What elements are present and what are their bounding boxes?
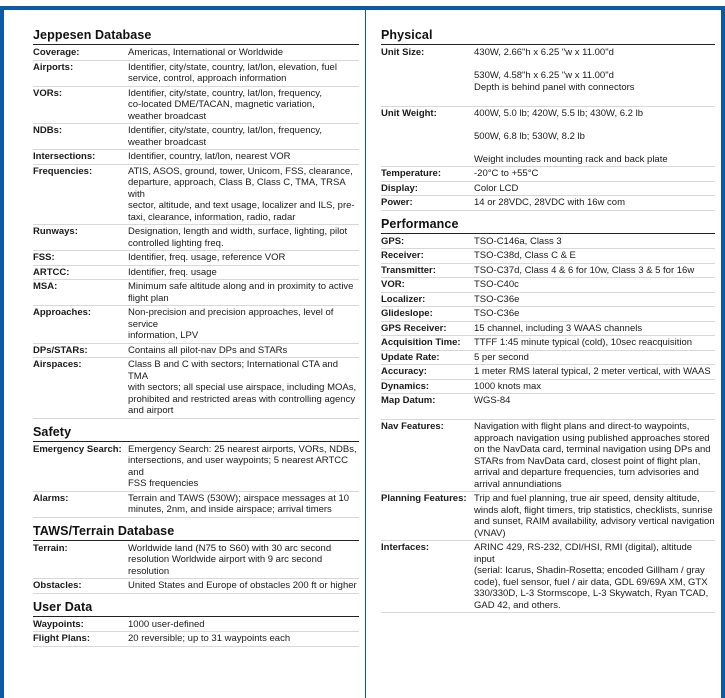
spec-value: 1000 user-defined [128,618,205,630]
left-border [0,6,4,698]
spec-row-frequencies [33,165,359,226]
spec-label: Interfaces: [381,542,430,553]
spec-label: Receiver: [381,250,424,261]
spec-row-msa [33,280,359,306]
spec-value: ATIS, ASOS, ground, tower, Unicom, FSS, clearance, departure, approach, Class B, Class C, TMA, TRSA with sector, altitude, and text usage, localizer and ILS, pre- taxi, clearance, information, radio, radar [128,165,355,223]
spec-label: Intersections: [33,151,96,162]
spec-row-airports [33,61,359,87]
spec-value: Color LCD [474,182,519,194]
spec-row-acquisition-time [381,336,715,351]
spec-value: Non-precision and precision approaches, level of service information, LPV [128,307,334,341]
section-title: Performance [381,217,715,234]
spec-label: Emergency Search: [33,443,122,455]
spec-label: Alarms: [33,492,69,504]
spec-value: TSO-C36e [474,293,520,305]
spec-row-alarms [33,492,359,518]
spec-row-planning-features [381,492,715,541]
spec-row-unit-weight [381,107,715,168]
spec-row-glideslope [381,307,715,322]
spec-label: Flight Plans: [33,633,90,644]
spec-row-dynamics [381,380,715,395]
column-divider [365,10,366,698]
spec-row-interfaces [381,541,715,613]
spec-value: 400W, 5.0 lb; 420W, 5.5 lb; 430W, 6.2 lb 500W, 6.8 lb; 530W, 8.2 lb Weight includes mounting rack and back plate [474,107,668,165]
spec-value: Minimum safe altitude along and in proximity to active flight plan [128,281,354,304]
spec-label: Nav Features: [381,421,444,432]
spec-value: TSO-C146a, Class 3 [474,235,562,247]
spec-label: GPS: [381,235,405,247]
spec-row-vors [33,87,359,125]
spec-row-waypoints [33,618,359,633]
spec-label: GPS Receiver: [381,322,447,334]
spec-value: ARINC 429, RS-232, CDI/HSI, RMI (digital), altitude input (serial: Icarus, Shadin-Rosetta; encoded Gillham / gray code), fuel sensor, fuel / air data, GDL 69/69A XM, GTX 330/330D, L-3 Stormscope, L-3 Skywatch, Ryan TCAD, GAD 42, and others. [474,542,709,611]
section-title: User Data [33,600,359,617]
section-user-data [33,600,359,653]
spec-label: Runways: [33,226,78,237]
spec-row-ndbs [33,124,359,150]
spec-value: TSO-C38d, Class C & E [474,250,576,261]
spec-value: 20 reversible; up to 31 waypoints each [128,633,291,644]
spec-row-artcc [33,266,359,281]
spec-row-gps-receiver [381,322,715,337]
spec-label: ARTCC: [33,266,70,278]
spec-label: Obstacles: [33,580,82,591]
spec-value: WGS-84 [474,395,511,406]
section-physical [381,28,715,217]
spec-row-flight-plans [33,632,359,647]
right-column [381,28,715,619]
spec-label: Approaches: [33,307,92,318]
spec-value: Class B and C with sectors; International CTA and TMA with sectors; all special use airspace, including MOAs, prohibited and restricted areas with controlling agency and airport [128,359,357,416]
spec-row-accuracy [381,365,715,380]
spec-label: Temperature: [381,168,442,179]
spec-value: Worldwide land (N75 to S60) with 30 arc second resolution Worldwide airport with 9 arc second resolution [128,542,332,577]
spec-row-map-datum [381,394,715,420]
spec-value: TTFF 1:45 minute typical (cold), 10sec reacquisition [474,337,693,348]
spec-label: Airports: [33,61,74,73]
spec-row-receiver [381,249,715,264]
spec-row-intersections [33,150,359,165]
spec-row-coverage [33,46,359,61]
spec-label: MSA: [33,281,58,292]
spec-label: Glideslope: [381,308,433,319]
spec-value: Contains all pilot-nav DPs and STARs [128,344,288,356]
spec-row-localizer [381,293,715,308]
spec-value: 430W, 2.66"h x 6.25 "w x 11.00"d 530W, 4.58"h x 6.25 "w x 11.00"d Depth is behind panel with connectors [474,47,635,93]
spec-label: Airspaces: [33,359,82,370]
spec-label: Dynamics: [381,380,430,392]
spec-label: Accuracy: [381,366,427,377]
spec-row-emergency-search [33,443,359,492]
spec-label: Waypoints: [33,618,84,630]
spec-label: Planning Features: [381,493,467,504]
spec-value: Designation, length and width, surface, lighting, pilot controlled lighting freq. [128,226,348,249]
section-safety [33,425,359,524]
spec-label: DPs/STARs: [33,344,88,356]
section-title: TAWS/Terrain Database [33,524,359,541]
spec-row-vor [381,278,715,293]
spec-value: Americas, International or Worldwide [128,47,284,58]
spec-row-temperature [381,167,715,182]
spec-label: Frequencies: [33,165,93,177]
spec-label: Localizer: [381,293,426,305]
spec-value: Emergency Search: 25 nearest airports, VORs, NDBs, intersections, and user waypoints; 5 nearest ARTCC and FSS frequencies [128,443,357,489]
spec-value: 1000 knots max [474,380,542,392]
spec-label: Map Datum: [381,395,436,406]
spec-value: Identifier, country, lat/lon, nearest VOR [128,151,291,162]
spec-label: VOR: [381,279,405,290]
spec-label: Transmitter: [381,264,436,276]
spec-value: Identifier, city/state, country, lat/lon, frequency, weather broadcast [128,125,322,148]
spec-row-terrain [33,542,359,580]
spec-value: -20°C to +55°C [474,168,539,179]
spec-value: Terrain and TAWS (530W); airspace messages at 10 minutes, 2nm, and inside airspace; arrival timers [128,492,350,515]
spec-label: Update Rate: [381,351,440,363]
spec-value: 1 meter RMS lateral typical, 2 meter vertical, with WAAS [474,366,711,377]
spec-value: Navigation with flight plans and direct-to waypoints, approach navigation using published approaches stored on the NavData card, terminal navigation using DPs and STARs from NavData card, closest point of flight plan, arrival and departure frequencies, turn advisories and arrival annundiations [474,421,711,490]
spec-label: FSS: [33,252,55,263]
spec-label: Acquisition Time: [381,337,461,348]
spec-label: Power: [381,197,413,208]
spec-row-unit-size [381,46,715,107]
right-border [721,6,725,698]
section-title: Jeppesen Database [33,28,359,45]
spec-value: TSO-C36e [474,308,520,319]
spec-row-transmitter [381,264,715,279]
spec-row-gps [381,235,715,250]
spec-label: NDBs: [33,125,63,136]
spec-value: TSO-C40c [474,279,519,290]
spec-value: Identifier, city/state, country, lat/lon, elevation, fuel service, control, approach information [128,61,337,84]
spec-value: 5 per second [474,351,529,363]
spec-label: Terrain: [33,542,68,554]
spec-value: Identifier, freq. usage, reference VOR [128,252,286,263]
spec-row-airspaces [33,358,359,419]
left-column [33,28,359,653]
spec-row-power [381,196,715,211]
section-taws-terrain-database [33,524,359,600]
top-border [0,6,725,10]
spec-value: United States and Europe of obstacles 200 ft or higher [128,580,357,591]
spec-row-runways [33,225,359,251]
spec-value: Identifier, freq. usage [128,266,217,278]
spec-label: Display: [381,182,418,194]
spec-value: Trip and fuel planning, true air speed, density altitude, winds aloft, flight timers, trip statistics, checklists, sunrise and sunset, RAIM availability, advisory vertical navigation (VNAV) [474,493,715,539]
spec-row-obstacles [33,579,359,594]
spec-row-nav-features [381,420,715,492]
spec-value: 15 channel, including 3 WAAS channels [474,322,643,334]
section-title: Physical [381,28,715,45]
spec-row-display [381,182,715,197]
spec-value: 14 or 28VDC, 28VDC with 16w com [474,197,626,208]
spec-row-approaches [33,306,359,344]
spec-label: Unit Size: [381,47,425,58]
spec-row-dps-stars [33,344,359,359]
spec-label: Unit Weight: [381,107,437,119]
spec-value: Identifier, city/state, country, lat/lon, frequency, co-located DME/TACAN, magnetic variation, weather broadcast [128,87,322,122]
section-performance [381,217,715,620]
spec-label: VORs: [33,87,63,99]
spec-row-fss [33,251,359,266]
section-title: Safety [33,425,359,442]
spec-label: Coverage: [33,47,80,58]
spec-row-update-rate [381,351,715,366]
spec-value: TSO-C37d, Class 4 & 6 for 10w, Class 3 & 5 for 16w [474,264,695,276]
section-jeppesen-database [33,28,359,425]
